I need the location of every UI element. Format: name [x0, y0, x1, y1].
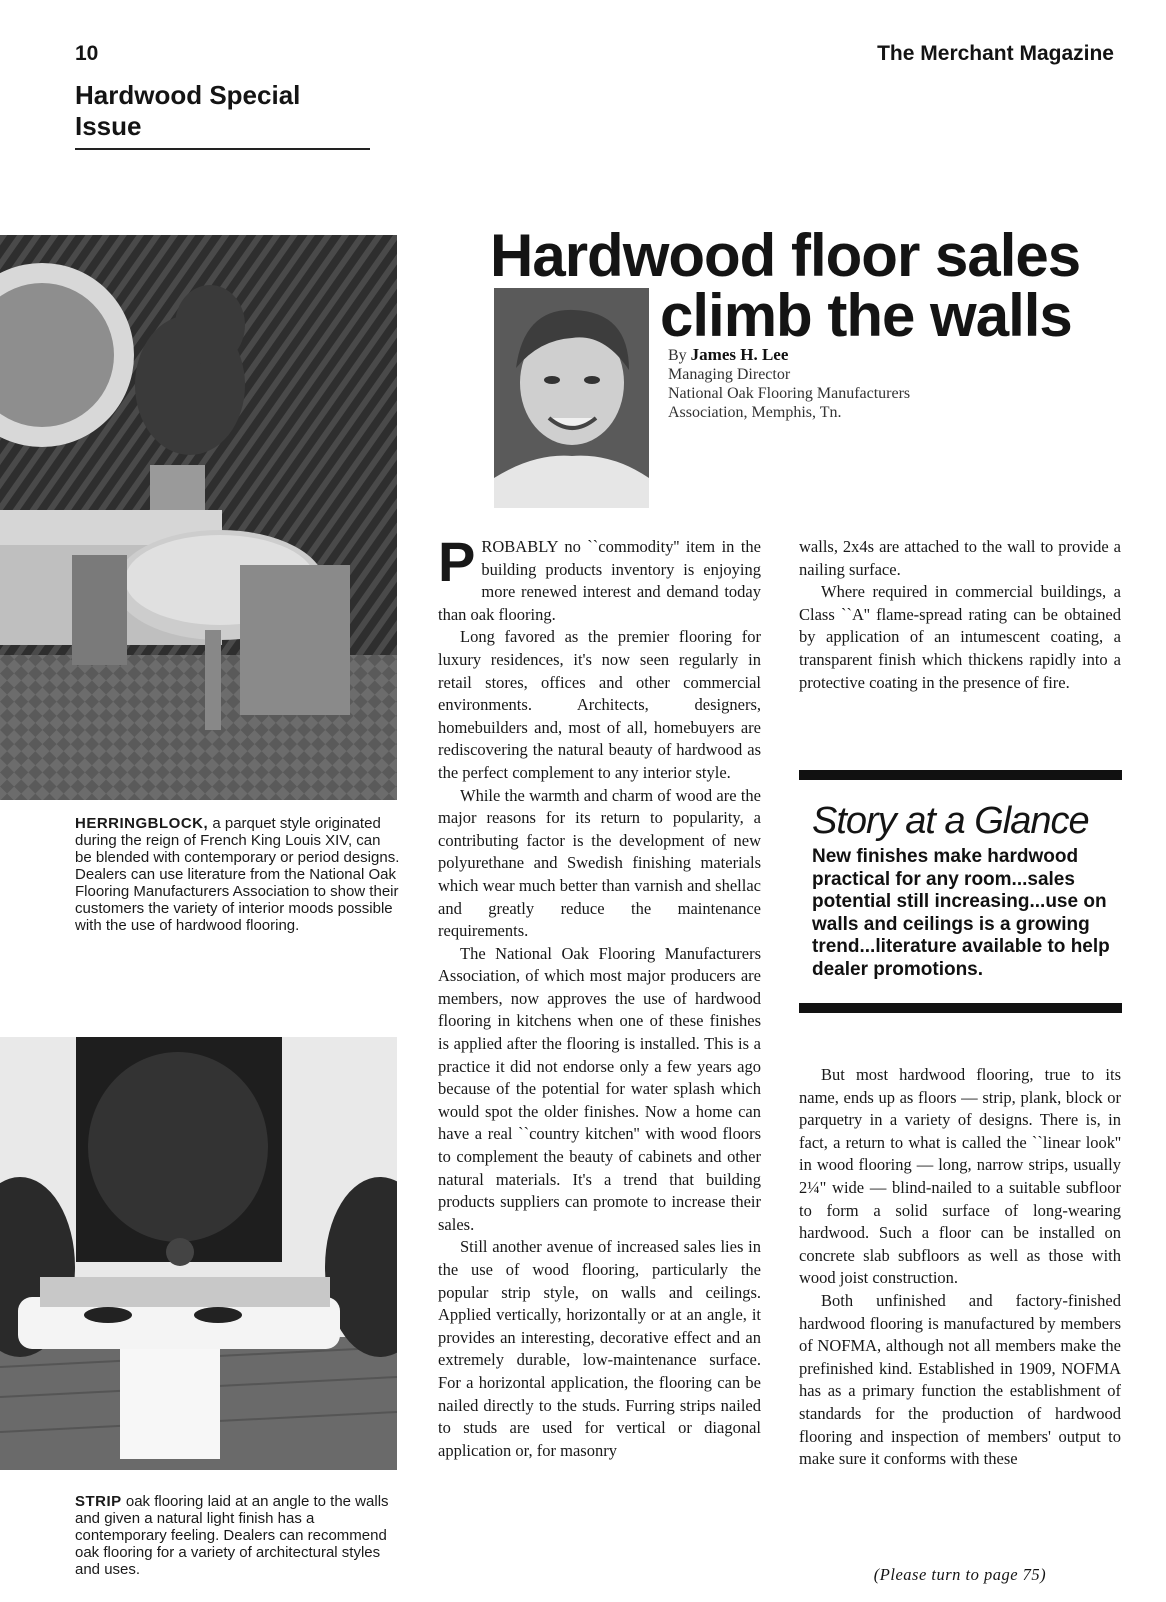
- article-column-2-top: [799, 536, 1121, 694]
- headline-line-2: climb the walls: [660, 282, 1072, 349]
- drop-cap: P: [438, 530, 476, 593]
- caption-strip: [75, 1493, 400, 1578]
- paragraph: Still another avenue of increased sales lies in the use of wood flooring, particularly the popular strip style, on walls and ceilings. Applied vertically, horizontally or at an angle, it provides an interesting, decorative effect and an extremely durable, low-maintenance surface. For a horizontal application, the flooring can be nailed directly to the studs. Furring strips nailed to studs are used for vertical or diagonal application or, for masonry: [438, 1237, 761, 1460]
- strip-flooring-photo: [0, 1037, 397, 1470]
- page-number: 10: [75, 42, 99, 65]
- paragraph: [438, 530, 761, 626]
- glance-top-rule: [799, 770, 1122, 780]
- headline-line-1: Hardwood floor sales: [490, 222, 1081, 289]
- caption-lead: HERRINGBLOCK,: [75, 815, 209, 832]
- article-column-2-bottom: [799, 1064, 1121, 1471]
- author-title: Managing Director: [668, 366, 791, 383]
- caption-text: a parquet style originated during the reign of French King Louis XIV, can be blended with contemporary or period designs. Dealers can use literature from the National Oak Flooring Manufacturers Association to show their customers the variety of interior moods possible with the use of hardwood flooring.: [75, 815, 400, 934]
- author-location: Association, Memphis, Tn.: [668, 404, 842, 421]
- caption-text: oak flooring laid at an angle to the walls and given a natural light finish has a contemporary feeling. Dealers can recommend oak flooring for a variety of architectural styles and uses.: [75, 1493, 389, 1578]
- paragraph: But most hardwood flooring, true to its name, ends up as floors — strip, plank, block or parquetry in a variety of designs. There is, in fact, a return to what is called the ``linear look'' in wood flooring — long, narrow strips, usually 2¼" wide — blind-nailed to a suitable subfloor to form a solid surface of long-wearing hardwood. Such a floor can be installed on concrete slab subfloors as well as those with wood joist construction.: [799, 1065, 1121, 1288]
- magazine-name: The Merchant Magazine: [877, 42, 1114, 65]
- glance-title: Story at a Glance: [812, 800, 1089, 842]
- paragraph: The National Oak Flooring Manufacturers Association, of which most major producers are members, now approves the use of hardwood flooring in kitchens when one of these finishes is applied after the flooring is installed. This is a practice it did not endorse only a few years ago because of the potential for water splash which would spot the older finishes. Now a home can have a real ``country kitchen'' with wood floors to complement the beauty of cabinets and other natural materials. It's a trend that building products suppliers can promote to increase their sales.: [438, 943, 761, 1234]
- paragraph-text: ROBABLY no ``commodity'' item in the building products inventory is enjoying more renewed interest and demand today than oak flooring.: [438, 537, 761, 624]
- paragraph: Both unfinished and factory-finished hardwood flooring is manufactured by members of NOFMA, although not all members make the prefinished kind. Established in 1909, NOFMA has as a primary function the establishment of standards for the production of hardwood flooring and inspection of members' output to make sure it conforms with these: [799, 1290, 1121, 1469]
- glance-text: New finishes make hardwood practical for any room...sales potential still increasing...use on walls and ceilings is a growing trend...literature available to help dealer promotions.: [812, 846, 1110, 980]
- byline: [668, 345, 1088, 422]
- caption-herringblock: [75, 815, 400, 934]
- headline: [490, 222, 1090, 349]
- paragraph: Where required in commercial buildings, a Class ``A'' flame-spread rating can be obtained by application of an intumescent coating, a transparent finish which thickens rapidly into a protective coating in the presence of fire.: [799, 582, 1121, 692]
- author-org: National Oak Flooring Manufacturers: [668, 385, 911, 402]
- caption-lead: STRIP: [75, 1493, 122, 1510]
- glance-bottom-rule: [799, 1003, 1122, 1013]
- paragraph: Long favored as the premier flooring for luxury residences, it's now seen regularly in retail stores, offices and other commercial environments. Architects, designers, homebuilders and, most of all, homebuyers are rediscovering the natural beauty of hardwood as the perfect complement to any interior style.: [438, 627, 761, 782]
- paragraph: While the warmth and charm of wood are the major reasons for its return to popularity, a contributing factor is the development of new polyurethane and Swedish finishing materials which wear much better than varnish and shellac and greatly reduce the maintenance requirements.: [438, 785, 761, 941]
- herringblock-photo: [0, 235, 397, 800]
- paragraph: walls, 2x4s are attached to the wall to provide a nailing surface.: [799, 537, 1121, 579]
- byline-by: By: [668, 347, 687, 364]
- author-name: James H. Lee: [690, 345, 789, 364]
- section-title: Hardwood Special Issue: [75, 80, 370, 150]
- continued-note: (Please turn to page 75): [873, 1565, 1047, 1584]
- article-column-1: [438, 530, 761, 1462]
